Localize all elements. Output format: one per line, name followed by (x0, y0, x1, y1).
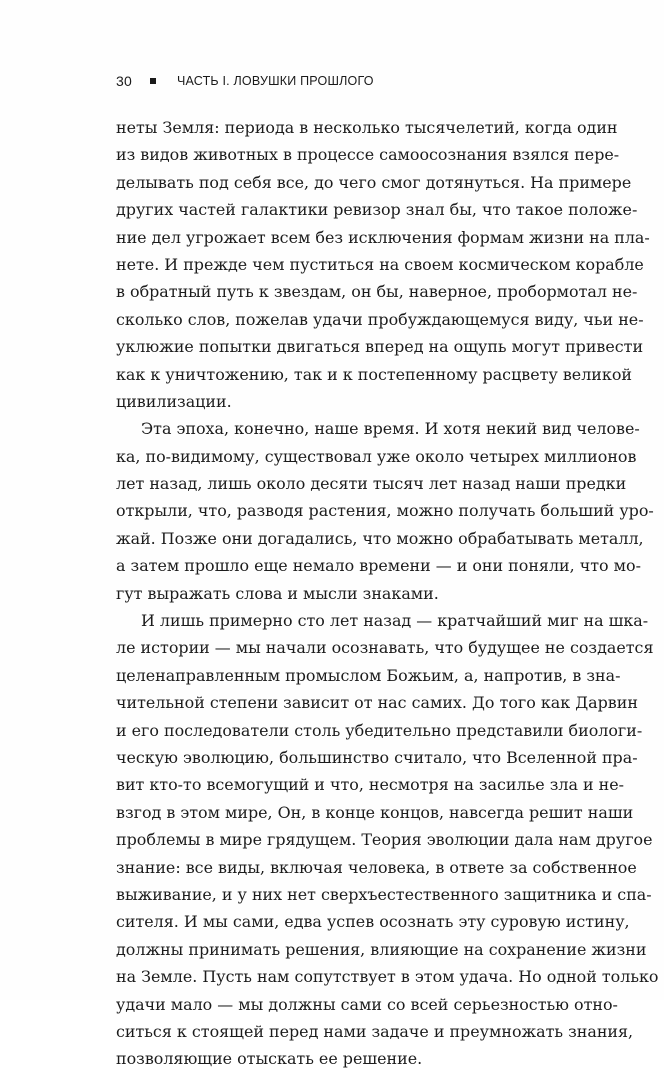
text-line: гут выражать слова и мысли знаками. (116, 583, 439, 603)
text-line: чительной степени зависит от нас самих. До того как Дарвин (116, 693, 638, 713)
text-line: других частей галактики ревизор знал бы, что такое положе- (116, 200, 638, 220)
running-head (116, 73, 374, 89)
square-bullet-icon (150, 78, 156, 84)
text-line: сителя. И мы сами, едва успев осознать эту суровую истину, (116, 912, 630, 932)
paragraph (116, 415, 654, 607)
text-line: знание: все виды, включая человека, в ответе за собственное (116, 857, 637, 877)
text-line: должны принимать решения, влияющие на сохранение жизни (116, 939, 647, 959)
text-line: Эта эпоха, конечно, наше время. И хотя некий вид челове- (141, 419, 640, 439)
text-line: в обратный путь к звездам, он бы, наверное, пробормотал не- (116, 282, 638, 302)
text-line: нете. И прежде чем пуститься на своем космическом корабле (116, 254, 644, 274)
text-line: целенаправленным промыслом Божьим, а, напротив, в зна- (116, 665, 621, 685)
text-line: неты Земля: периода в несколько тысячелетий, когда один (116, 118, 618, 137)
page-number: 30 (116, 73, 132, 89)
text-line: ле истории — мы начали осознавать, что будущее не создается (116, 638, 654, 658)
paragraph (116, 114, 650, 415)
text-line: ческую эволюцию, большинство считало, что Вселенной пра- (116, 747, 638, 767)
text-line: уклюжие попытки двигаться вперед на ощупь могут привести (116, 337, 644, 357)
text-line: ние дел угрожает всем без исключения формам жизни на пла- (116, 227, 650, 247)
body-text (116, 114, 659, 1073)
paragraph (116, 607, 659, 1073)
text-line: ка, по-видимому, существовал уже около четырех миллионов (116, 446, 637, 466)
text-line: вит кто-то всемогущий и что, несмотря на засилье зла и не- (116, 775, 625, 795)
text-line: выживание, и у них нет сверхъестественного защитника и спа- (116, 884, 652, 904)
text-line: позволяющие отыскать ее решение. (116, 1049, 423, 1069)
text-line: сколько слов, пожелав удачи пробуждающемуся виду, чьи не- (116, 309, 644, 329)
text-line: жай. Позже они догадались, что можно обрабатывать металл, (116, 528, 644, 548)
text-line: взгод в этом мире, Он, в конце концов, навсегда решит наши (116, 802, 634, 822)
text-line: И лишь примерно сто лет назад — кратчайший миг на шка- (141, 611, 649, 631)
text-line: проблемы в мире грядущем. Теория эволюции дала нам другое (116, 830, 653, 850)
text-line: как к уничтожению, так и к постепенному расцвету великой (116, 364, 632, 384)
text-line: а затем прошло еще немало времени — и они поняли, что мо- (116, 556, 641, 576)
text-line: из видов животных в процессе самоосознания взялся пере- (116, 145, 620, 165)
section-title: ЧАСТЬ I. ЛОВУШКИ ПРОШЛОГО (176, 74, 374, 88)
text-line: и его последователи столь убедительно представили биологи- (116, 720, 643, 740)
text-line: на Земле. Пусть нам сопутствует в этом удача. Но одной только (116, 967, 659, 987)
text-line: ситься к стоящей перед нами задаче и преумножать знания, (116, 1021, 634, 1041)
text-line: цивилизации. (116, 391, 232, 411)
text-line: делывать под себя все, до чего смог дотянуться. На примере (116, 172, 632, 192)
text-line: лет назад, лишь около десяти тысяч лет назад наши предки (116, 474, 627, 494)
text-line: открыли, что, разводя растения, можно получать больший уро- (116, 501, 654, 521)
text-line: удачи мало — мы должны сами со всей серьезностью отно- (116, 994, 618, 1014)
